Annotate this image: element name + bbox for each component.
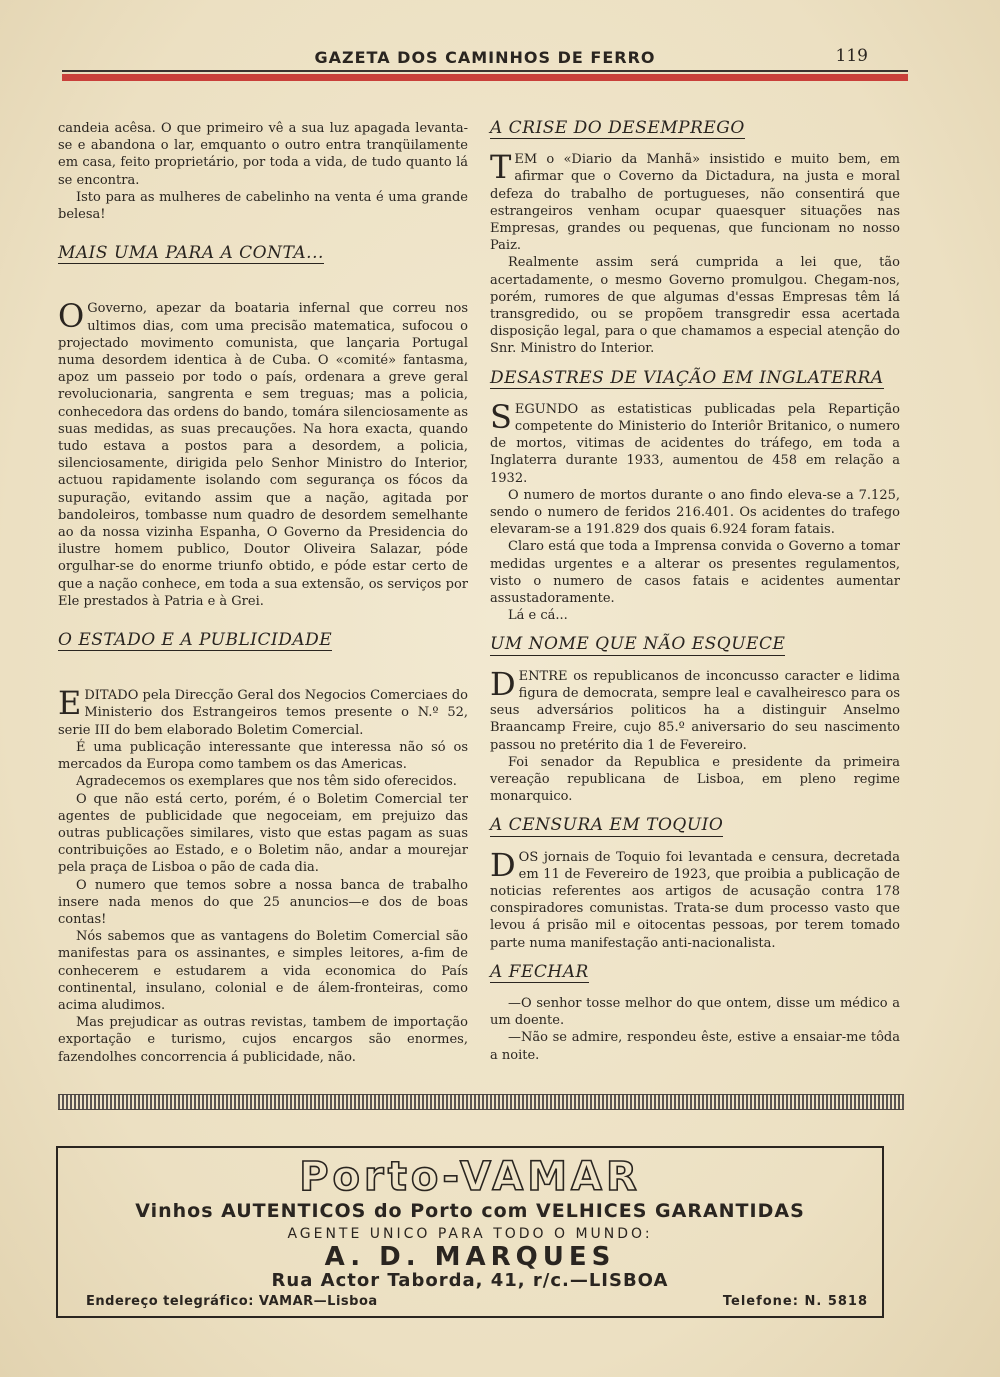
article-paragraph: O numero que temos sobre a nossa banca de trabalho insere nada menos do que 25 anuncios—e dos de boas contas!: [58, 877, 468, 927]
ad-brand: Porto-VAMAR: [299, 1154, 641, 1200]
article-paragraph: SEGUNDO as estatisticas publicadas pela Repartição competente do Ministerio do Interiôr Britanico, o numero de mortos, vitimas de acidentes do tráfego, em toda a Inglaterra durante 1933, aumentou de 458 em relação a 1932.: [490, 397, 900, 486]
drop-cap: O: [58, 297, 85, 336]
article-paragraph: —Não se admire, respondeu êste, estive a ensaiar-me tôda a noite.: [490, 1030, 900, 1063]
article-paragraph: É uma publicação interessante que interessa não só os mercados da Europa como tambem os das Americas.: [58, 739, 468, 773]
ad-agent-label: AGENTE UNICO PARA TODO O MUNDO:: [287, 1226, 653, 1242]
article-heading: A FECHAR: [490, 961, 589, 982]
article-heading: A CRISE DO DESEMPREGO: [490, 118, 745, 138]
article-paragraph: TEM o «Diario da Manhã» insistido e muito bem, em afirmar que o Coverno da Dictadura, na justa e moral defeza do trabalho de portugueses, não consentirá que estrangeiros venham ocupar quaesquer situações nas Empresas, grandes ou pequenas, que funcionam no nosso Paiz.: [490, 148, 900, 254]
right-column: [490, 120, 900, 1064]
header-rule: [62, 70, 908, 72]
intro-paragraph: Isto para as mulheres de cabelinho na venta é uma grande belesa!: [58, 189, 468, 223]
article-paragraph: Foi senador da Republica e presidente da primeira vereação republicana de Lisboa, em pleno regime monarquico.: [490, 754, 900, 805]
header-red-band: [62, 74, 908, 81]
article-paragraph: —O senhor tosse melhor do que ontem, disse um médico a um doente.: [490, 995, 900, 1029]
article-paragraph: DOS jornais de Toquio foi levantada e censura, decretada em 11 de Fevereiro de 1923, que proibia a publicação de noticias referentes aos artigos de acusação contra 178 conspiradores comunistas. Trata-se dum processo vasto que levou á prisão mil e oitocentas pessoas, por terem tomado parte numa manifestação anti-nacionalista.: [490, 845, 900, 951]
article-paragraph: Agradecemos os exemplares que nos têm sido oferecidos.: [76, 774, 457, 790]
drop-cap: E: [58, 684, 82, 723]
publication-title: GAZETA DOS CAMINHOS DE FERRO: [314, 48, 656, 67]
article-heading: O ESTADO E A PUBLICIDADE: [58, 630, 333, 651]
page-header: [62, 44, 908, 86]
ad-tagline: Vinhos AUTENTICOS do Porto com VELHICES GARANTIDAS: [135, 1200, 805, 1222]
drop-cap: S: [490, 397, 512, 436]
intro-paragraph: candeia acêsa. O que primeiro vê a sua luz apagada levanta-se e abandona o lar, emquanto o outro entra tranqüilamente em casa, feito proprietário, por toda a vida, de tudo quanto lá se encontra.: [58, 121, 468, 188]
article-paragraph: Nós sabemos que as vantagens do Boletim Comercial são manifestas para os assinantes, e simples leitores, a-fim de conhecerem e estudarem a vida economica do País continental, insulano, colonial e de álem-fronteiras, como acima aludimos.: [58, 929, 468, 1013]
article-paragraph: Mas prejudicar as outras revistas, tambem de importação exportação e turismo, cujos encargos são enormes, fazendolhes concorrencia á publicidade, não.: [58, 1015, 468, 1065]
left-column: [58, 120, 468, 1066]
article-heading: MAIS UMA PARA A CONTA...: [58, 243, 324, 264]
article-paragraph: Claro está que toda a Imprensa convida o Governo a tomar medidas urgentes e a alterar os presentes regulamentos, visto o numero de casos fatais e acidentes aumentar assustadoramente.: [490, 539, 900, 607]
decorative-divider: [58, 1094, 904, 1110]
article-paragraph: Lá e cá...: [508, 608, 568, 624]
drop-cap: D: [490, 664, 516, 703]
article-heading: A CENSURA EM TOQUIO: [490, 815, 724, 836]
page-number: 119: [835, 46, 868, 66]
article-paragraph: DENTRE os republicanos de inconcusso caracter e lidima figura de democrata, sempre leal e cavalheiresco para os seus adversários politicos ha a distinguir Anselmo Braancamp Freire, cujo 85.º aniversario do seu nascimento passou no pretérito dia 1 de Fevereiro.: [490, 664, 900, 753]
ad-telegraphic-address: Endereço telegráfico: VAMAR—Lisboa: [86, 1294, 378, 1309]
article-heading: DESASTRES DE VIAÇÃO EM INGLATERRA: [490, 367, 884, 388]
ad-telephone: Telefone: N. 5818: [722, 1294, 868, 1309]
article-paragraph: O numero de mortos durante o ano findo eleva-se a 7.125, sendo o numero de feridos 216.401. Os acidentes do trafego elevaram-se a 191.829 dos quais 6.924 foram fatais.: [490, 487, 900, 538]
drop-cap: T: [490, 148, 512, 187]
advertisement-box: [56, 1146, 884, 1318]
article-paragraph: EDITADO pela Direcção Geral dos Negocios Comerciaes do Ministerio dos Estrangeiros temos presente o N.º 52, serie III do bem elaborado Boletim Comercial.: [58, 684, 468, 738]
ad-address: Rua Actor Taborda, 41, r/c.—LISBOA: [271, 1270, 669, 1291]
drop-cap: D: [490, 845, 516, 884]
ad-agent-name: A. D. MARQUES: [324, 1242, 616, 1272]
article-paragraph: O que não está certo, porém, é o Boletim Comercial ter agentes de publicidade que negoceiam, em prejuizo das outras publicações similares, visto que estas pagam as suas contribuições ao Estado, e o Boletim não, andar a mourejar pela praça de Lisboa o pão de cada dia.: [58, 791, 468, 876]
article-paragraph: Realmente assim será cumprida a lei que, tão acertadamente, o mesmo Governo promulgou. Chegam-nos, porém, rumores de que algumas d'essas Empresas têm lá transgredido, ou se propõem transgredir essa acertada disposição legal, para o que chamamos a especial atenção do Snr. Ministro do Interior.: [490, 255, 900, 357]
article-heading: UM NOME QUE NÃO ESQUECE: [490, 634, 786, 655]
article-paragraph: O Governo, apezar da boataria infernal que correu nos ultimos dias, com uma precisão matematica, sufocou o projectado movimento comunista, que lançaria Portugal numa desordem identica à de Cuba. O «comité» fantasma, apoz um passeio por todo o país, ordenara a greve geral revolucionaria, sangrenta e sem treguas; mas a policia, conhecedora das ordens do bando, tomára silenciosamente as suas medidas, as suas precauções. Na hora exacta, quando tudo estava a postos para a desordem, a policia, silenciosamente, dirigida pelo Senhor Ministro do Interior, actuou rapidamente isolando com segurança os fócos da supuração, evitando assim que a nação, agitada por bandoleiros, tombasse num quadro de desordem semelhante ao da nossa vizinha Espanha, O Governo da Presidencia do ilustre homem publico, Doutor Oliveira Salazar, póde orgulhar-se do enorme triunfo obtido, e póde estar certo de que a nação conhece, em toda a sua extensão, os serviços por Ele prestados à Patria e à Grei.: [58, 297, 468, 609]
